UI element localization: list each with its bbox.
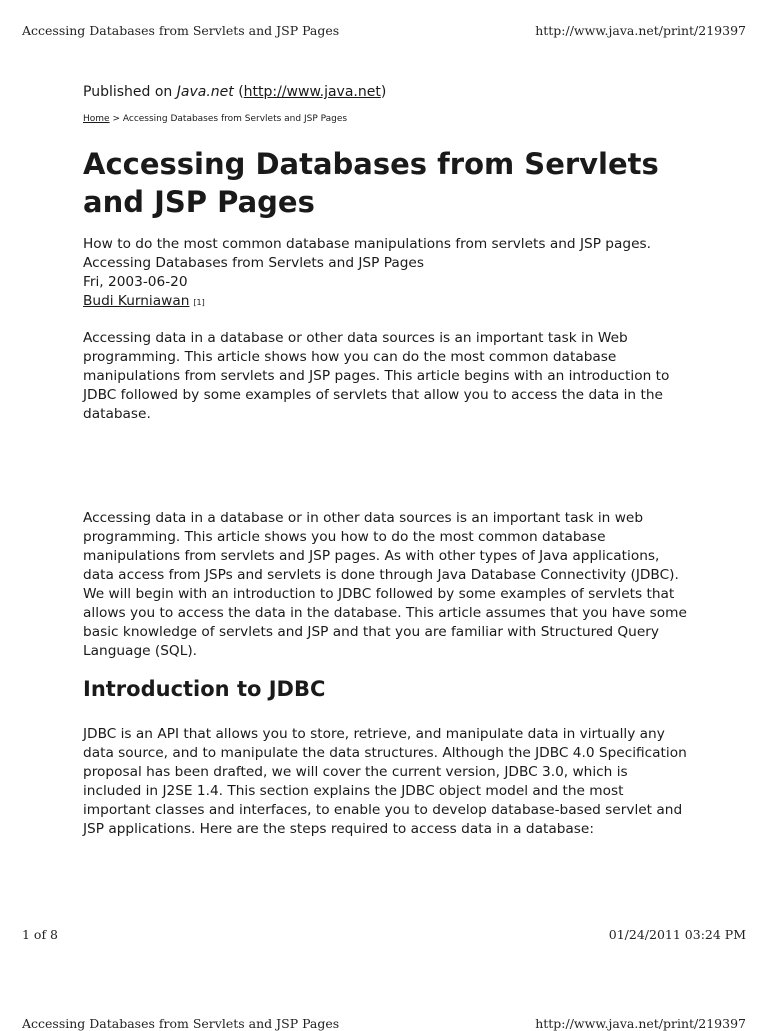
page-number: 1 of 8: [22, 927, 59, 942]
published-open-paren: (: [238, 84, 244, 100]
article-date: Fri, 2003-06-20: [83, 274, 188, 290]
next-page-header-url: http://www.java.net/print/219397: [535, 1016, 746, 1031]
print-header-url: http://www.java.net/print/219397: [535, 23, 746, 38]
article-author-line: [83, 292, 683, 312]
breadcrumb: [83, 113, 683, 125]
section-paragraph: JDBC is an API that allows you to store, retrieve, and manipulate data in virtually any data source, and to manipulate the data structures. Although the JDBC 4.0 Specification proposal has been drafted, we will cover the current version, JDBC 3.0, which is included in J2SE 1.4. This section explains the JDBC object model and the most important classes and interfaces, to enable you to develop database-based servlet and JSP applications. Here are the steps required to access data in a database:: [83, 726, 687, 837]
article-title: Accessing Databases from Servlets and JSP Pages: [83, 147, 659, 219]
breadcrumb-current: Accessing Databases from Servlets and JSP Pages: [122, 114, 348, 124]
intro-paragraph: Accessing data in a database or other data sources is an important task in Web programming. This article shows how you can do the most common database manipulations from servlets and JSP pages. This article begins with an introduction to JDBC followed by some examples of servlets that allow you to access the data in the database.: [83, 330, 670, 422]
published-site: Java.net: [176, 84, 234, 100]
print-footer: [22, 927, 746, 942]
published-site-link[interactable]: http://www.java.net: [243, 84, 381, 100]
published-prefix: Published on: [83, 84, 173, 100]
body-paragraph: Accessing data in a database or in other data sources is an important task in web programming. This article shows you how to do the most common database manipulations from servlets and JSP pages. As with other types of Java applications, data access from JSPs and servlets is done through Java Database Connectivity (JDBC). We will begin with an introduction to JDBC followed by some examples of servlets that allows you to access the data in the database. This article assumes that you have some basic knowledge of servlets and JSP and that you are familiar with Structured Query Language (SQL).: [83, 510, 687, 659]
article-summary: How to do the most common database manipulations from servlets and JSP pages.: [83, 236, 651, 252]
print-header-title: Accessing Databases from Servlets and JSP Pages: [22, 23, 340, 38]
author-reference: [1]: [193, 298, 205, 307]
article-content: [83, 82, 687, 839]
print-header: [22, 23, 746, 38]
breadcrumb-home-link[interactable]: Home: [83, 114, 110, 124]
next-page-header-title: Accessing Databases from Servlets and JSP Pages: [22, 1016, 340, 1031]
print-timestamp: 01/24/2011 03:24 PM: [608, 927, 746, 942]
breadcrumb-separator: >: [112, 114, 120, 124]
section-heading: Introduction to JDBC: [83, 677, 326, 701]
article-subtitle: Accessing Databases from Servlets and JSP Pages: [83, 255, 424, 271]
author-link[interactable]: Budi Kurniawan: [83, 293, 190, 309]
published-close-paren: ): [380, 84, 387, 100]
article-meta: [83, 235, 683, 312]
published-line: [83, 82, 683, 102]
